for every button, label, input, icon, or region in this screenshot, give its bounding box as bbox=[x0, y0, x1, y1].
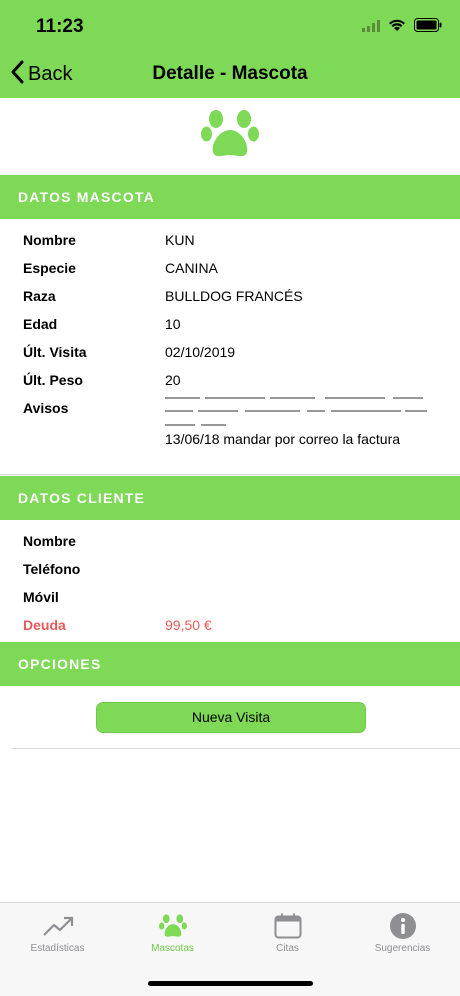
status-icons bbox=[362, 18, 442, 37]
field-row-cliente-nombre bbox=[0, 527, 460, 555]
page-title: Detalle - Mascota bbox=[152, 63, 308, 84]
field-label: Últ. Peso bbox=[23, 372, 83, 388]
field-value: KUN bbox=[165, 232, 195, 248]
field-label: Teléfono bbox=[23, 561, 81, 577]
section-header-cliente: DATOS CLIENTE bbox=[0, 476, 460, 520]
tab-label: Estadísticas bbox=[30, 943, 85, 954]
field-label: Avisos bbox=[23, 400, 69, 416]
navigation-bar bbox=[0, 50, 460, 98]
field-label: Edad bbox=[23, 316, 58, 332]
field-row-especie bbox=[0, 254, 460, 282]
field-row-ultima-visita bbox=[0, 338, 460, 366]
field-label: Nombre bbox=[23, 533, 76, 549]
chart-trend-icon bbox=[0, 911, 115, 941]
status-time: 11:23 bbox=[36, 16, 84, 37]
field-value: CANINA bbox=[165, 260, 218, 276]
field-value: 20 bbox=[165, 372, 181, 388]
tab-mascotas[interactable] bbox=[115, 911, 230, 963]
status-bar bbox=[0, 0, 460, 50]
battery-icon bbox=[414, 18, 442, 37]
signal-icon bbox=[362, 19, 380, 37]
tab-estadisticas[interactable] bbox=[0, 911, 115, 963]
field-row-nombre bbox=[0, 226, 460, 254]
nueva-visita-button[interactable]: Nueva Visita bbox=[96, 702, 366, 733]
home-indicator bbox=[148, 981, 313, 986]
calendar-icon bbox=[230, 911, 345, 941]
tab-label: Citas bbox=[276, 943, 299, 954]
tab-sugerencias[interactable] bbox=[345, 911, 460, 963]
field-label: Nombre bbox=[23, 232, 76, 248]
field-value: BULLDOG FRANCÉS bbox=[165, 288, 303, 304]
section-header-opciones: OPCIONES bbox=[0, 642, 460, 686]
logo-area bbox=[0, 98, 460, 175]
field-label: Raza bbox=[23, 288, 56, 304]
field-row-movil bbox=[0, 583, 460, 611]
divider bbox=[0, 474, 460, 475]
field-row-raza bbox=[0, 282, 460, 310]
avisos-value: 13/06/18 mandar por correo la factura bbox=[165, 431, 401, 447]
tab-label: Sugerencias bbox=[374, 943, 431, 954]
field-label: Móvil bbox=[23, 589, 59, 605]
deuda-label: Deuda bbox=[23, 617, 66, 633]
section-header-mascota: DATOS MASCOTA bbox=[0, 175, 460, 219]
info-icon bbox=[345, 911, 460, 941]
field-label: Especie bbox=[23, 260, 76, 276]
back-label: Back bbox=[28, 63, 73, 85]
paw-logo-icon bbox=[201, 108, 259, 165]
paw-icon bbox=[115, 911, 230, 941]
divider bbox=[12, 748, 460, 749]
field-row-ultimo-peso bbox=[0, 366, 460, 394]
wifi-icon bbox=[388, 19, 406, 37]
redacted-notes bbox=[165, 395, 435, 431]
field-row-telefono bbox=[0, 555, 460, 583]
tab-citas[interactable] bbox=[230, 911, 345, 963]
deuda-value: 99,50 € bbox=[165, 617, 212, 633]
tab-label: Mascotas bbox=[151, 943, 194, 954]
field-value: 02/10/2019 bbox=[165, 344, 236, 360]
field-value: 10 bbox=[165, 316, 181, 332]
field-row-deuda bbox=[0, 611, 460, 639]
field-row-edad bbox=[0, 310, 460, 338]
field-label: Últ. Visita bbox=[23, 344, 87, 360]
